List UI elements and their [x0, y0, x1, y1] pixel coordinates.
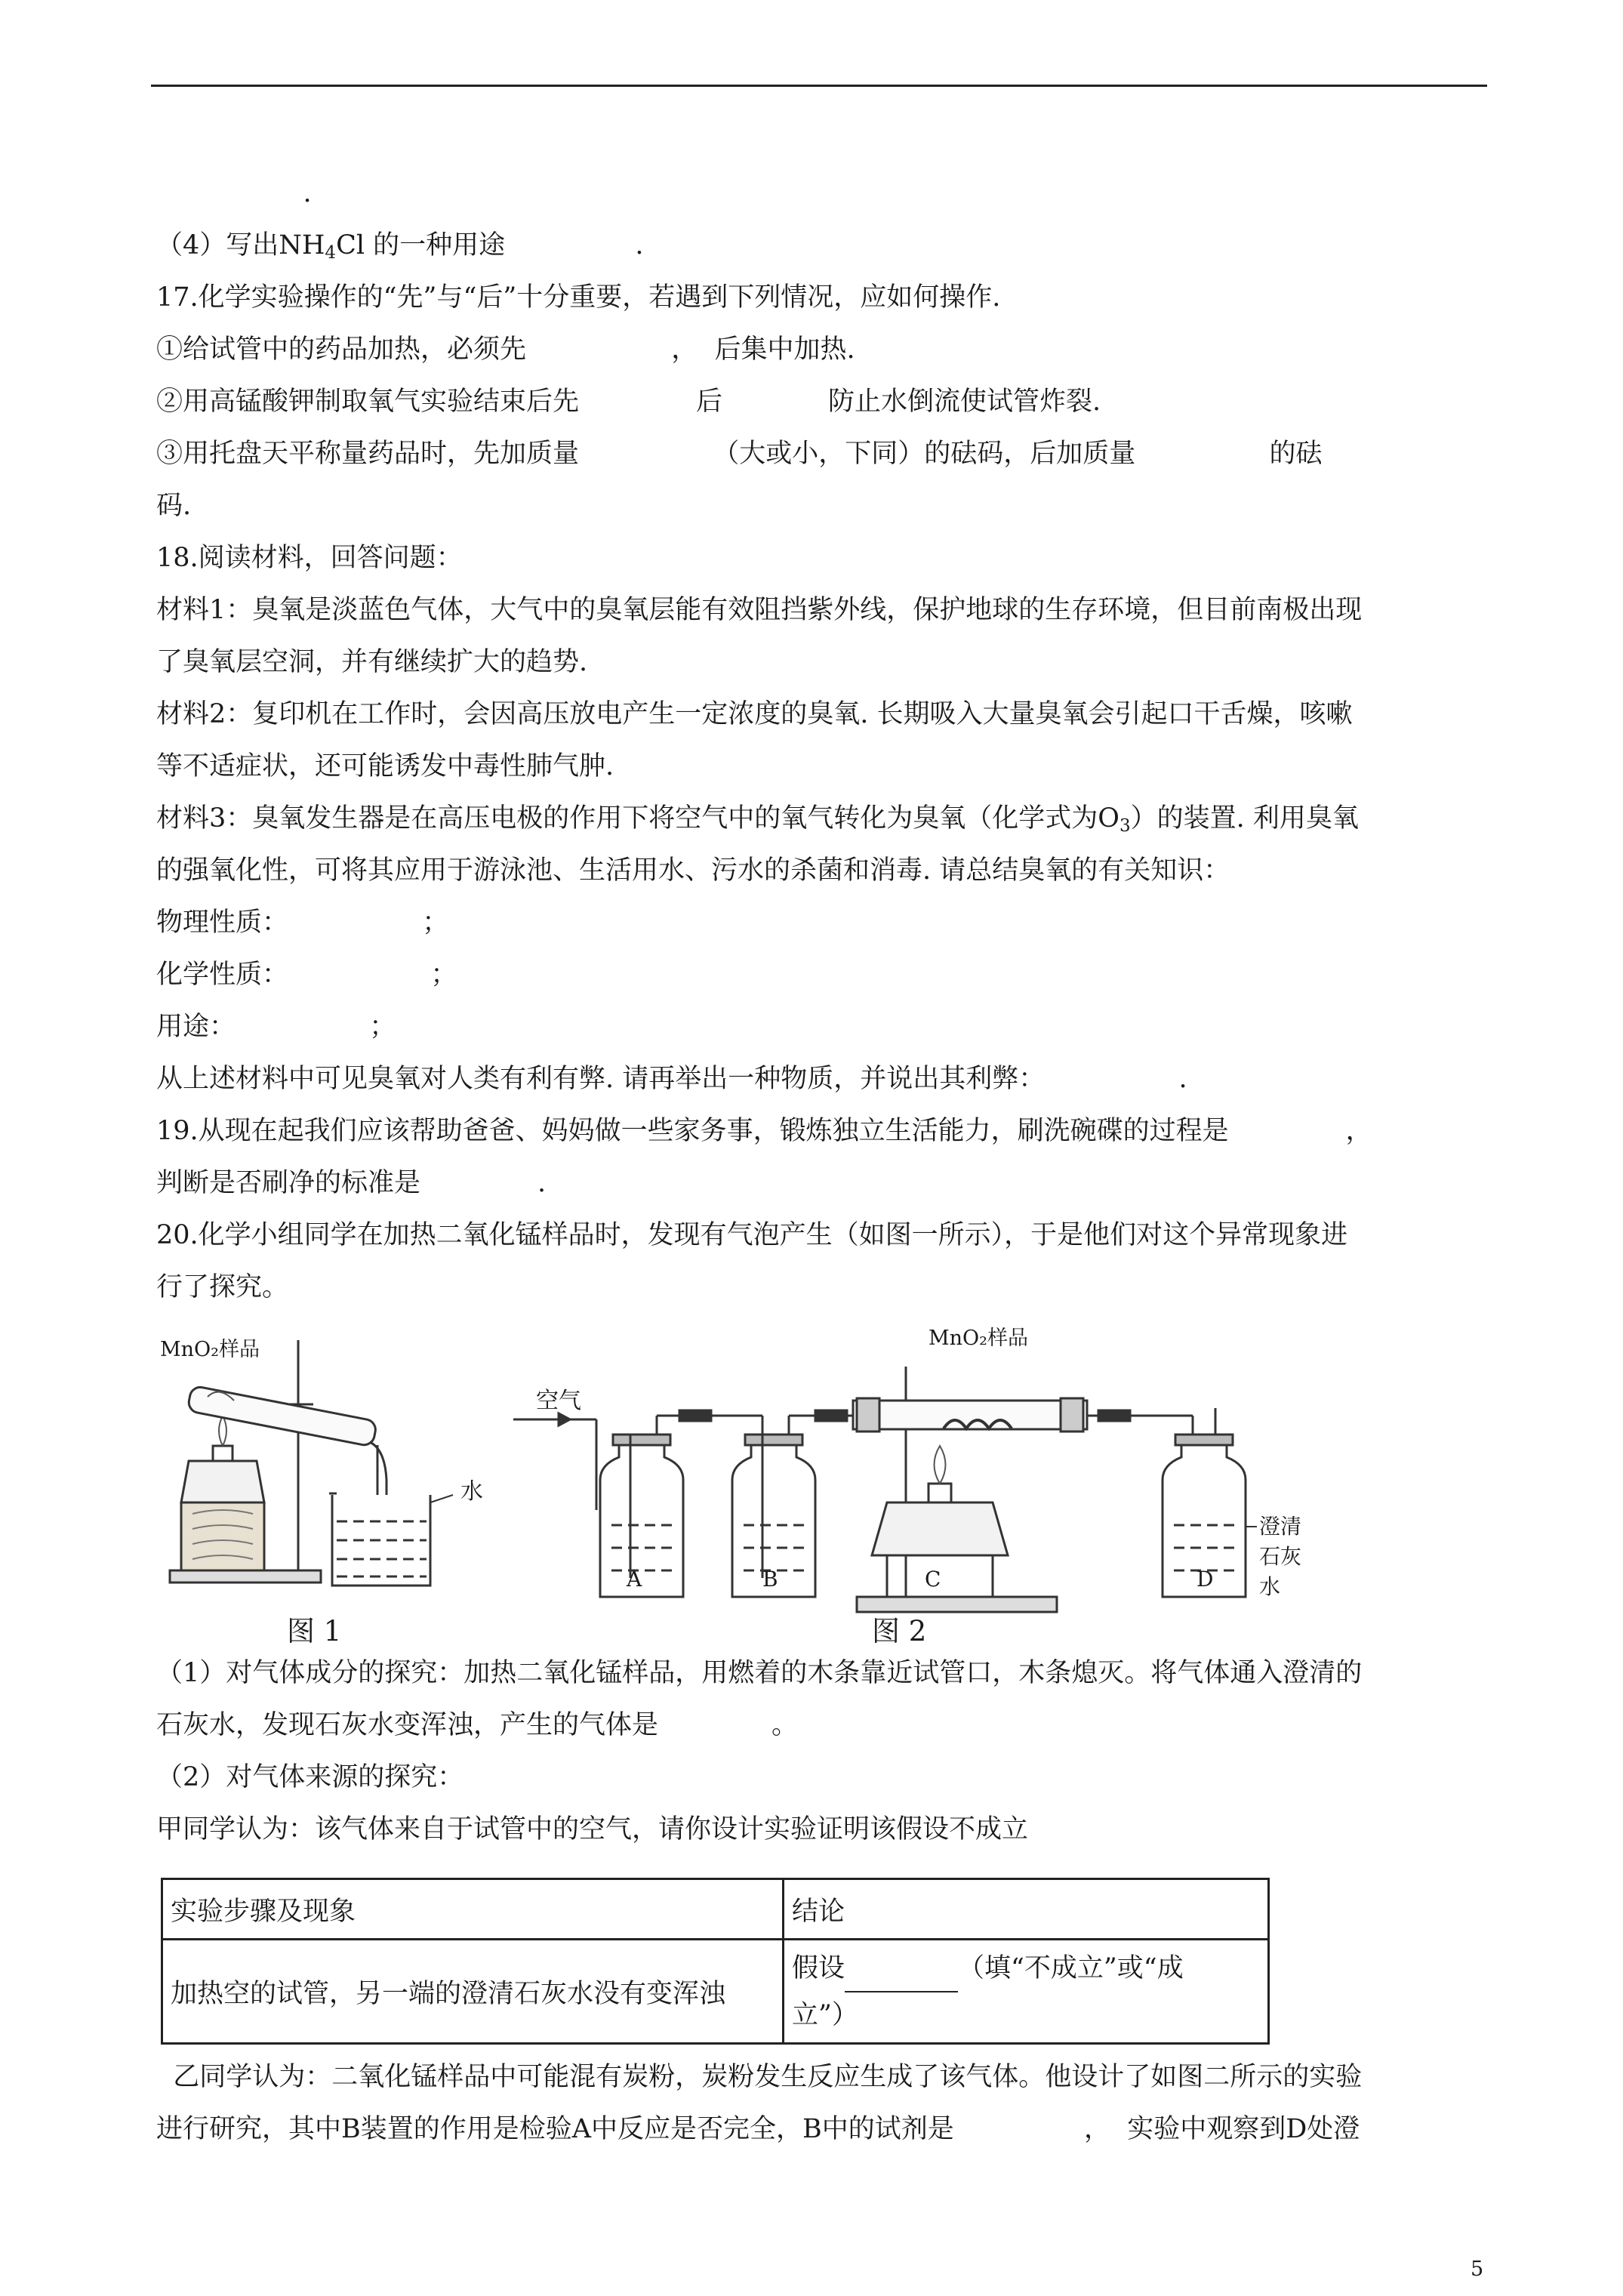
usage: 用途： ；: [156, 1001, 1492, 1053]
answer-blank[interactable]: [658, 1700, 771, 1752]
answer-blank[interactable]: [420, 1157, 537, 1210]
fig2-part-c: C: [925, 1567, 941, 1592]
fig2-part-b: B: [762, 1567, 778, 1592]
material-2-cont: 等不适症状，还可能诱发中毒性肺气肿.: [156, 751, 614, 781]
answer-blank[interactable]: [190, 168, 303, 220]
header-step: 实验步骤及现象: [162, 1879, 784, 1940]
stand-base: [170, 1570, 321, 1583]
fig2-part-d: D: [1196, 1567, 1214, 1592]
header-rule: [151, 85, 1487, 87]
line-q16-4: （4）写出$NH_4Cl$ 的一种用途 .: [156, 220, 1492, 272]
answer-blank[interactable]: [288, 897, 405, 949]
question-text: [156, 168, 1492, 1314]
answer-blank[interactable]: [1045, 1053, 1162, 1105]
alcohol-lamp: [181, 1461, 264, 1502]
fig2-sample-label: MnO₂样品: [929, 1327, 1028, 1350]
q18-stem: 18.阅读材料，回答问题：: [156, 543, 463, 573]
fig1-caption: 图 1: [287, 1615, 342, 1647]
q20-stem-cont: 行了探究。: [156, 1272, 289, 1302]
answer-blank[interactable]: [526, 324, 654, 376]
fig1-water-label: 水: [460, 1478, 483, 1505]
answer-blank[interactable]: [288, 949, 405, 1001]
fig1-sample-label: MnO₂样品: [160, 1338, 260, 1361]
fig2-caption: 图 2: [872, 1615, 927, 1647]
answer-blank[interactable]: [1229, 1105, 1346, 1157]
pros-cons: 从上述材料中可见臭氧对人类有利有弊. 请再举出一种物质，并说出其利弊： .: [156, 1053, 1492, 1105]
q17-1: ①给试管中的药品加热，必须先 ， 后集中加热.: [156, 324, 1492, 376]
answer-blank[interactable]: [1135, 428, 1252, 480]
material-1: 材料1：臭氧是淡蓝色气体，大气中的臭氧层能有效阻挡紫外线，保护地球的生存环境，但目前南极出现: [156, 595, 1363, 625]
q20-yi-line2: 进行研究，其中B装置的作用是检验A中反应是否完全，B中的试剂是 ， 实验中观察到D处澄: [156, 2103, 1492, 2156]
chemical-property: 化学性质： ；: [156, 949, 1492, 1001]
material-1-cont: 了臭氧层空洞，并有继续扩大的趋势.: [156, 647, 588, 677]
row-step: 加热空的试管，另一端的澄清石灰水没有变浑浊: [162, 1940, 784, 2044]
experiment-table: [161, 1878, 1270, 2045]
q20-yi-line1: 乙同学认为：二氧化锰样品中可能混有炭粉，炭粉发生反应生成了该气体。他设计了如图二所示的实验: [156, 2062, 1363, 2092]
answer-blank[interactable]: [722, 376, 828, 428]
test-tube: [187, 1385, 377, 1447]
line-answer-blank: .: [156, 168, 1492, 220]
fig2-limewater-label: 澄清石灰水: [1259, 1514, 1302, 1599]
header-conclusion: 结论: [784, 1879, 1269, 1940]
q20-2: （2）对气体来源的探究：: [156, 1762, 464, 1792]
q20-yi: [156, 2051, 1492, 2156]
answer-blank[interactable]: [579, 376, 696, 428]
answer-blank[interactable]: [579, 428, 696, 480]
page-number: 5: [1471, 2257, 1484, 2281]
wooden-block: [181, 1502, 264, 1570]
q17-3: ③用托盘天平称量药品时，先加质量 （大或小，下同）的砝码，后加质量 的砝: [156, 428, 1492, 480]
answer-blank[interactable]: [236, 1001, 353, 1053]
physical-property: 物理性质： ；: [156, 897, 1492, 949]
answer-blank[interactable]: [522, 220, 635, 272]
q20-2-jia: 甲同学认为：该气体来自于试管中的空气，请你设计实验证明该假设不成立: [156, 1814, 1029, 1845]
q17-stem: 17.化学实验操作的“先”与“后”十分重要，若遇到下列情况，应如何操作.: [156, 282, 1001, 313]
q20-1-cont: 石灰水，发现石灰水变浑浊，产生的气体是 。: [156, 1700, 1492, 1752]
q17-2: ②用高锰酸钾制取氧气实验结束后先 后 防止水倒流使试管炸裂.: [156, 376, 1492, 428]
q20-1: （1）对气体成分的探究：加热二氧化锰样品，用燃着的木条靠近试管口，木条熄灭。将气体通入澄清的: [156, 1658, 1363, 1688]
q17-3-cont: 码.: [156, 491, 192, 521]
row-conclusion: 假设 （填“不成立”或“成 立”）: [784, 1940, 1269, 2044]
answer-blank[interactable]: [845, 1946, 958, 1992]
q19: 19.从现在起我们应该帮助爸爸、妈妈做一些家务事，锻炼独立生活能力，刷洗碗碟的过程是 ，: [156, 1105, 1492, 1157]
q19-cont: 判断是否刷净的标准是 .: [156, 1157, 1492, 1210]
apparatus-diagram: [151, 1253, 1313, 1646]
fig2-part-a: A: [627, 1567, 642, 1592]
material-3-cont: 的强氧化性，可将其应用于游泳池、生活用水、污水的杀菌和消毒. 请总结臭氧的有关知识：: [156, 855, 1230, 886]
alcohol-lamp-c: [872, 1502, 1008, 1555]
apparatus-figure: [151, 1253, 1313, 1646]
q20-parts: [156, 1647, 1492, 1856]
answer-blank[interactable]: [954, 2103, 1067, 2156]
q20-stem: 20.化学小组同学在加热二氧化锰样品时，发现有气泡产生（如图一所示），于是他们对这个异常现象进: [156, 1220, 1348, 1250]
material-3: 材料3：臭氧发生器是在高压电极的作用下将空气中的氧气转化为臭氧（化学式为$O_3$）的装置. 利用臭氧: [156, 803, 1359, 836]
fig2-air-label: 空气: [536, 1388, 581, 1414]
material-2: 材料2：复印机在工作时，会因高压放电产生一定浓度的臭氧. 长期吸入大量臭氧会引起口干舌燥，咳嗽: [156, 699, 1353, 729]
